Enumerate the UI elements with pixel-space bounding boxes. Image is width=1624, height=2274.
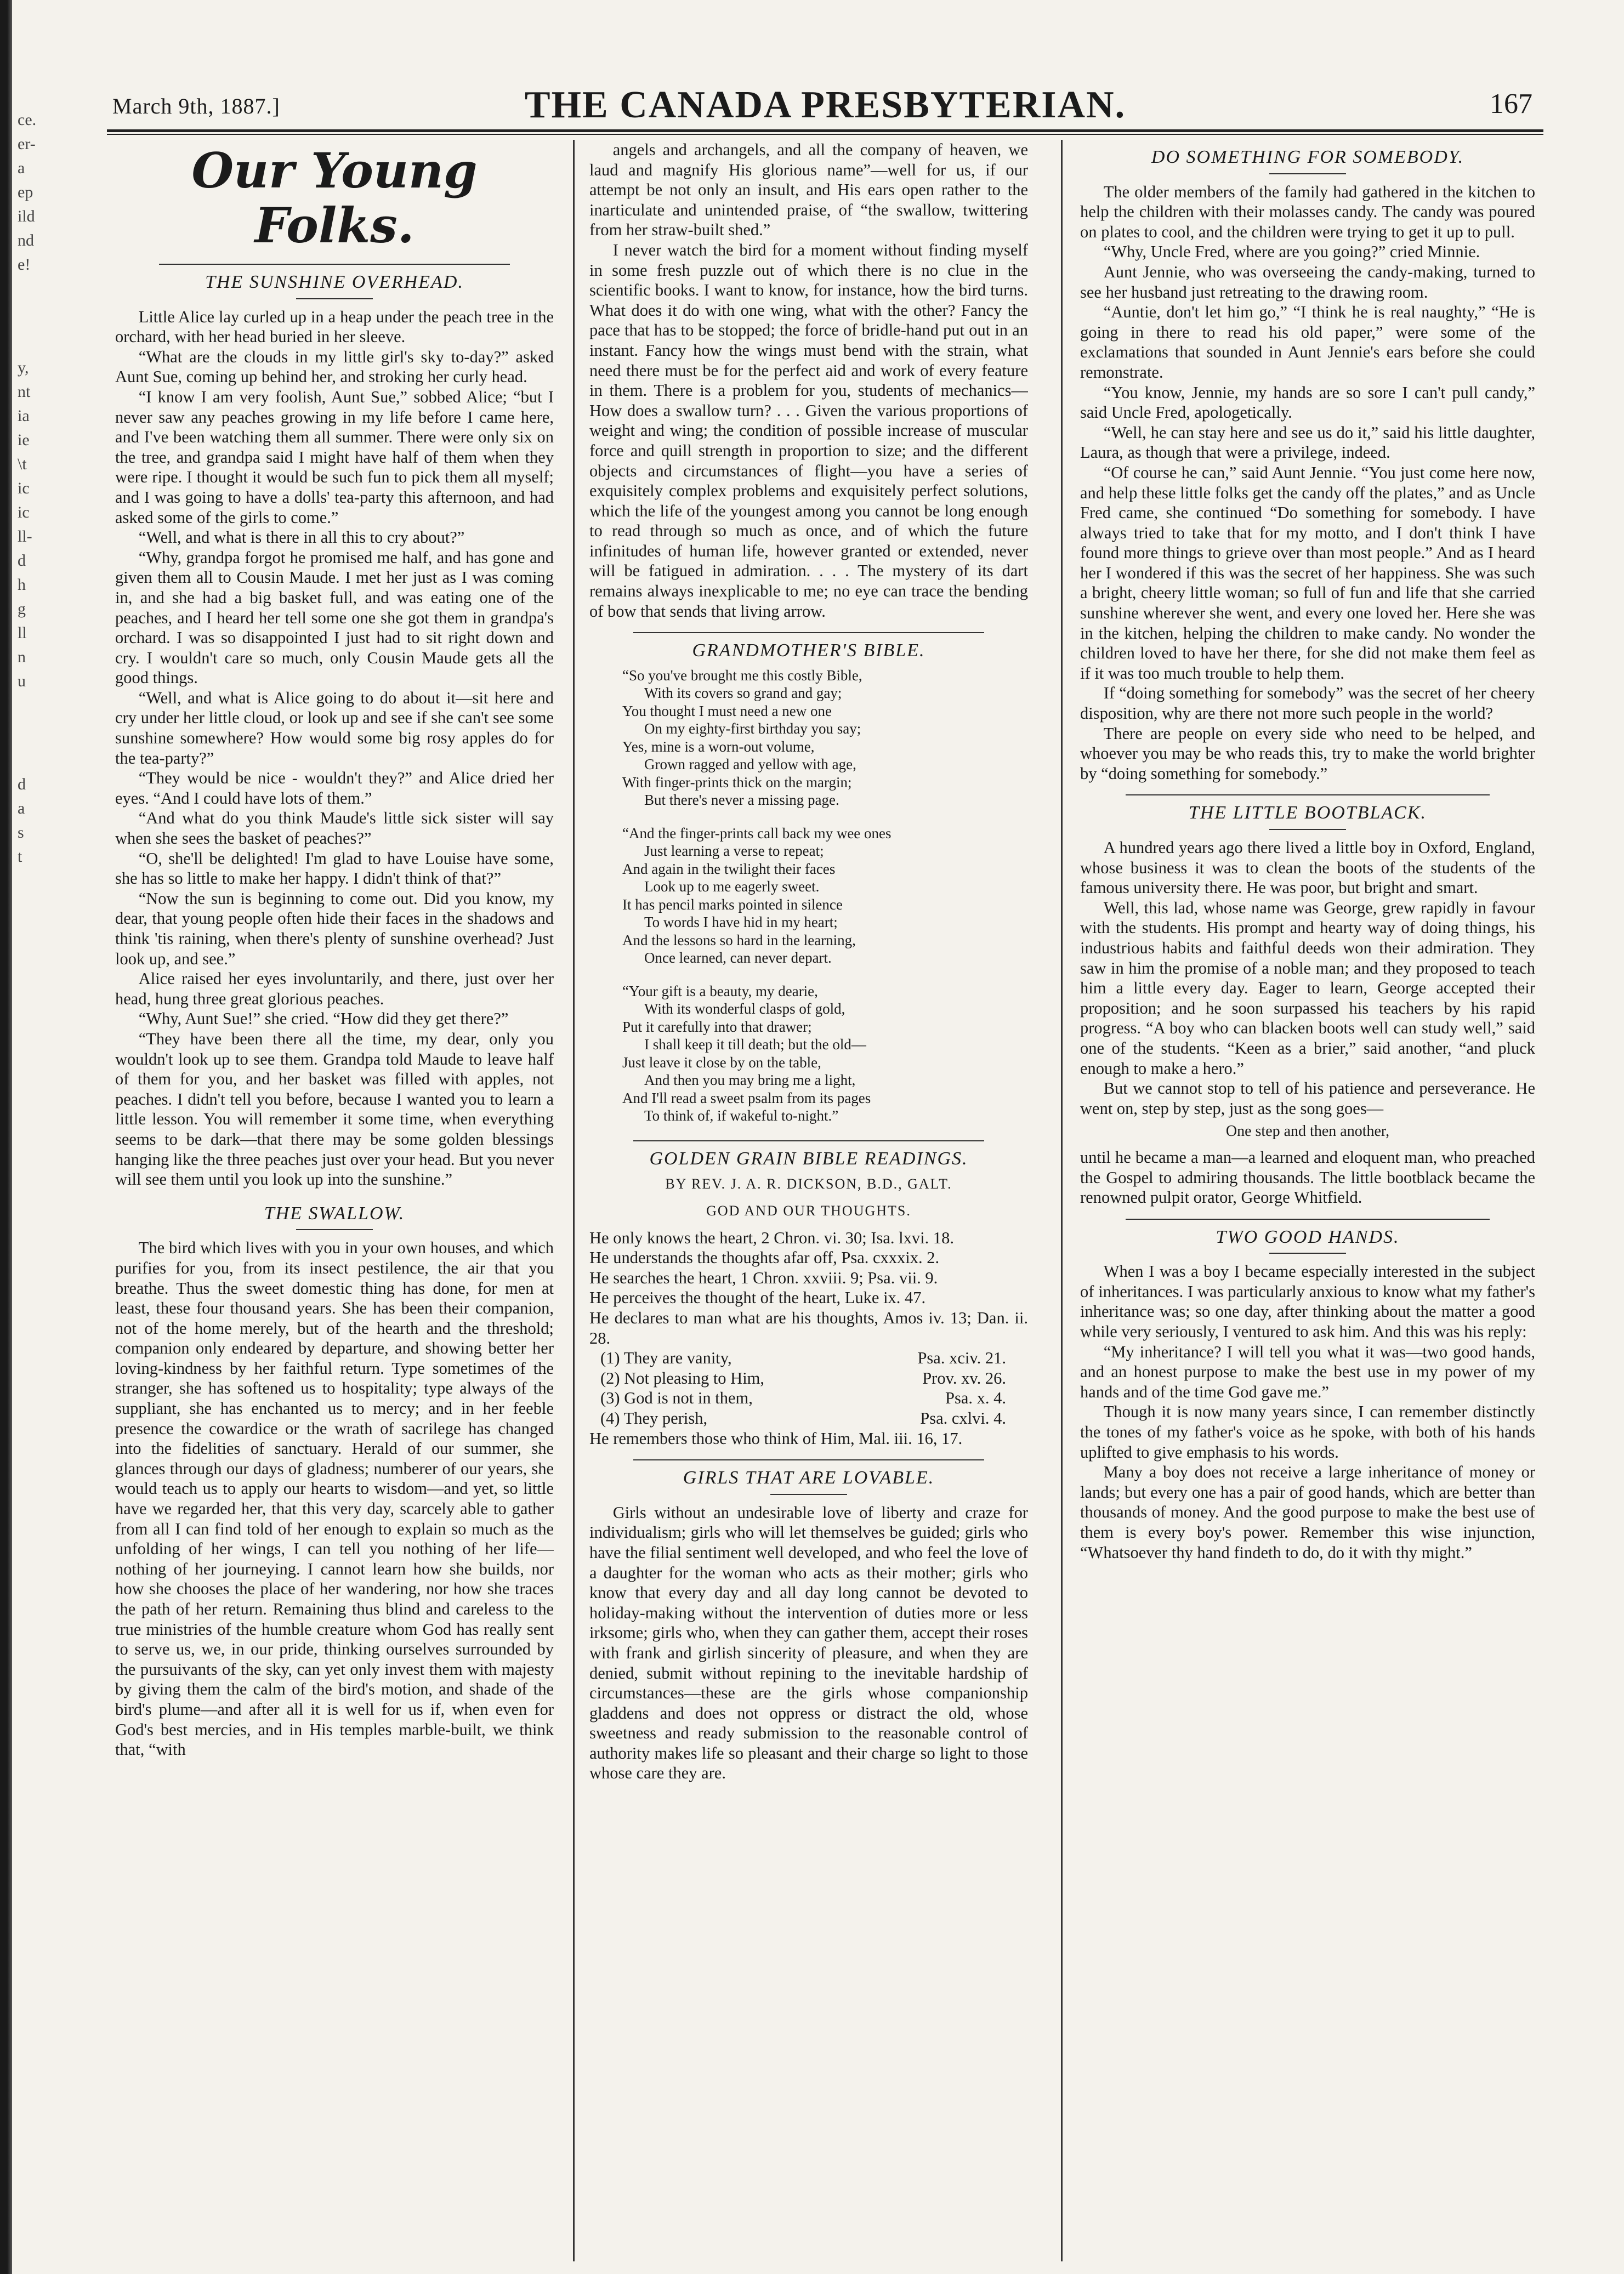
- article-paragraph: Many a boy does not receive a large inheritance of money or lands; but every one has a pair of good hands, which are better than thousands of money. And the good purpose to make the best use of them is every boy's power. Remember this wise injunction, “Whatsoever thy hand findeth to do, do it with thy might.”: [1080, 1463, 1535, 1562]
- bleed-fragment: n: [18, 648, 26, 666]
- page-number: 167: [1490, 88, 1532, 120]
- bible-readings: [589, 1228, 1028, 1349]
- bleed-fragment: ie: [18, 431, 30, 449]
- list-item: [589, 1408, 1028, 1429]
- poem-line: But there's never a missing page.: [644, 792, 839, 809]
- article-paragraph: Girls without an undesirable love of liberty and craze for individualism; girls who will let themselves be guided; girls who have the filial sentiment well developed, and who feel the love of a daughter for the woman who acts as their mother; girls who know that every day and all day long cannot be devoted to holiday-making without the intervention of duties more or less irksome; girls who, when they can gather them, accept their roses with frank and girlish sincerity of pleasure, and when they are denied, submit without repining to the inevitable hardship of circumstances—these are the girls whose companionship gladdens and does not oppress or distract the old, whose sweetness and ready submission to the reasonable control of authority makes life so pleasant and their charge so light to those whose care they are.: [589, 1503, 1028, 1783]
- bleed-fragment: ic: [18, 503, 30, 521]
- article-paragraph: “My inheritance? I will tell you what it was—two good hands, and an honest purpose to make the best use in my power of my hands and of the time God gave me.”: [1080, 1342, 1535, 1401]
- bleed-fragment: e!: [18, 255, 31, 274]
- bleed-fragment: er-: [18, 135, 36, 153]
- article-paragraph: “Why, Uncle Fred, where are you going?” cried Minnie.: [1103, 242, 1480, 261]
- bleed-fragment: ep: [18, 183, 33, 201]
- bleed-fragment: u: [18, 672, 26, 690]
- poem-stanza: [589, 825, 1028, 967]
- bleed-fragment: t: [18, 848, 22, 866]
- newspaper-title: THE CANADA PRESBYTERIAN.: [524, 84, 1126, 126]
- bible-reading-line: He remembers those who think of Him, Mal. iii. 16, 17.: [589, 1429, 963, 1448]
- article-paragraph: “Now the sun is beginning to come out. Did you know, my dear, that young people often hide their faces in the shadows and think 'tis raining, when there's plenty of sunshine overhead? Just look up, and see.”: [115, 889, 554, 968]
- bible-reading-line: He only knows the heart, 2 Chron. vi. 30; Isa. lxvi. 18.: [589, 1228, 954, 1247]
- binding-edge: [0, 0, 12, 2274]
- article-body-sunshine: [115, 307, 554, 1190]
- poem-line: Just leave it close by on the table,: [622, 1054, 821, 1071]
- article-paragraph: There are people on every side who need to be helped, and whoever you may be who reads this, try to make the world brighter by “doing something for somebody.”: [1080, 724, 1535, 783]
- article-body-bootblack: [1080, 838, 1535, 1118]
- article-paragraph: “Of course he can,” said Aunt Jennie. “You just come here now, and help these little folks get the candy off the plates,” and as Uncle Fred came, she continued “Do something for somebody. I have always tried to take that for my motto, and I don't think I have found more things to grieve over than most people.” And as I heard her I wondered if this was the secret of her happiness. She was such a bright, cheery little woman; so full of fun and life that she carried sunshine wherever she went, and every one loved her. Here she was in the kitchen, helping the children to make candy. No wonder the children loved to have her there, for she did not make them feel as if it was too much trouble to help them.: [1080, 463, 1535, 683]
- list-item-reference: Prov. xv. 26.: [922, 1368, 1006, 1388]
- article-paragraph: When I was a boy I became especially interested in the subject of inheritances. I was particularly anxious to know what my father's inheritance was; so one day, after thinking about the matter a good while very seriously, I ventured to ask him. And this was his reply:: [1080, 1262, 1535, 1341]
- poem-line: “Your gift is a beauty, my dearie,: [622, 982, 818, 999]
- poem-stanza: [589, 982, 1028, 1125]
- divider: [1126, 1219, 1490, 1220]
- poem-line: It has pencil marks pointed in silence: [622, 896, 843, 913]
- divider: [633, 632, 984, 633]
- bible-reading-line: He understands the thoughts afar off, Psa. cxxxix. 2.: [589, 1248, 940, 1267]
- article-body-swallow: [115, 1238, 554, 1759]
- article-title-girls: GIRLS THAT ARE LOVABLE.: [683, 1468, 935, 1488]
- column-1: [115, 140, 554, 2261]
- bleed-through-margin: [18, 110, 100, 1645]
- divider: [159, 264, 510, 265]
- poem-line: And the lessons so hard in the learning,: [622, 931, 856, 948]
- article-paragraph: Well, this lad, whose name was George, grew rapidly in favour with the students. His prompt and hearty way of doing things, his industrious habits and faithful deeds won their admiration. They saw in him the promise of a noble man; and they proposed to teach him a little every day. Eager to learn, George accepted their proposition; and he soon surpassed his teachers by his rapid progress. “A boy who can blacken boots well can study well,” said one of the students. “Keen as a brier,” said another, “and pluck enough to make a hero.”: [1080, 898, 1535, 1078]
- divider: [633, 1459, 984, 1460]
- bleed-fragment: ic: [18, 479, 30, 497]
- list-item-text: (2) Not pleasing to Him,: [600, 1368, 765, 1388]
- header-rule: [107, 129, 1543, 135]
- article-title-swallow: THE SWALLOW.: [264, 1203, 405, 1224]
- article-paragraph: “Well, he can stay here and see us do it,” said his little daughter, Laura, as though that were a privilege, indeed.: [1080, 423, 1535, 462]
- poem-line: And I'll read a sweet psalm from its pages: [622, 1089, 871, 1106]
- column-3: [1080, 140, 1535, 2261]
- page-header: [107, 71, 1543, 132]
- column-divider: [1061, 140, 1063, 2261]
- divider: [1126, 794, 1490, 795]
- section-masthead: Our Young Folks.: [191, 142, 478, 254]
- divider: [1269, 173, 1346, 174]
- article-paragraph: “O, she'll be delighted! I'm glad to have Louise have some, she has so little to make her happy. I didn't think of that?”: [115, 849, 554, 888]
- article-paragraph: Little Alice lay curled up in a heap under the peach tree in the orchard, with her head buried in her sleeve.: [115, 307, 554, 346]
- poem-line: With finger-prints thick on the margin;: [622, 774, 852, 791]
- poem-title: GRANDMOTHER'S BIBLE.: [692, 640, 925, 661]
- article-paragraph: “You know, Jennie, my hands are so sore I can't pull candy,” said Uncle Fred, apologetically.: [1080, 383, 1535, 422]
- bible-reading-line: He perceives the thought of the heart, Luke ix. 47.: [589, 1288, 926, 1307]
- poem-line: Yes, mine is a worn-out volume,: [622, 738, 815, 755]
- article-paragraph: “They have been there all the time, my dear, only you wouldn't look up to see them. Grandpa told Maude to leave half of them for you, and her basket was filled with apples, not peaches. I didn't tell you before, because I wanted you to learn a little lesson. You will remember it some time, when everything seems to be dark—that there may be some golden blessings hanging like the three peaches just over your head. But you never will see them until you look up into the sunshine.”: [115, 1029, 554, 1189]
- article-paragraph: I never watch the bird for a moment without finding myself in some fresh puzzle out of which there is no clue in the scientific books. I want to know, for instance, how the bird turns. What does it do with one wing, what with the other? Fancy the pace that has to be stopped; the force of bridle-hand put out in an instant. Fancy how the wings must bend with the strain, what need there must be for the perfect aid and work of every feature in them. There is a problem for you, students of mechanics—How does a swallow turn? . . . Given the various proportions of weight and wing; the condition of possible increase of muscular force and quill strength in proportion to size; and the different objects and circumstances of flight—you have a series of exquisitely complex problems and exquisitely perfect solutions, which the life of the youngest among you cannot be long enough to read through so much as once, and of which the future infinitudes of human life, however granted or extended, never will be fatigued in admiration. . . . The mystery of its dart remains always inexplicable to me; no eye can trace the bending of bow that sends that living arrow.: [589, 240, 1028, 621]
- bleed-fragment: ll-: [18, 527, 32, 545]
- bleed-fragment: ild: [18, 207, 35, 225]
- bleed-fragment: ll: [18, 624, 27, 642]
- poem-line: Just learning a verse to repeat;: [644, 843, 824, 860]
- article-title-sunshine: THE SUNSHINE OVERHEAD.: [205, 272, 464, 292]
- poem-line: Grown ragged and yellow with age,: [644, 756, 856, 773]
- article-paragraph: until he became a man—a learned and eloquent man, who preached the Gospel to admiring thousands. The little bootblack became the renowned pulpit orator, George Whitfield.: [1080, 1147, 1535, 1207]
- list-item-text: (1) They are vanity,: [600, 1349, 732, 1368]
- article-paragraph: “And what do you think Maude's little sick sister will say when she sees the basket of peaches?”: [115, 809, 554, 848]
- article-title-two-good-hands: TWO GOOD HANDS.: [1216, 1226, 1400, 1247]
- column-2: [589, 140, 1028, 2261]
- poem-line: With its wonderful clasps of gold,: [644, 1000, 845, 1017]
- bleed-fragment: h: [18, 576, 26, 594]
- divider: [296, 298, 373, 299]
- divider: [770, 1494, 847, 1495]
- article-paragraph: “What are the clouds in my little girl's sky to-day?” asked Aunt Sue, coming up behind her, and stroking her curly head.: [115, 347, 554, 386]
- issue-date: March 9th, 1887.]: [112, 94, 280, 118]
- bleed-fragment: d: [18, 775, 26, 793]
- article-paragraph: “I know I am very foolish, Aunt Sue,” sobbed Alice; “but I never saw any peaches growing in my life before I came here, and I've been watching them all summer. There were only six on the tree, and grandpa said I might have half of them when they were ripe. I thought it would be such fun to pick them all myself; and I was going to have a dolls' tea-party this afternoon, and had asked some of the girls to come.”: [115, 387, 554, 527]
- poem-line: With its covers so grand and gay;: [644, 685, 842, 702]
- bleed-fragment: ia: [18, 407, 30, 425]
- article-paragraph: “They would be nice - wouldn't they?” and Alice dried her eyes. “And I could have lots of them.”: [115, 769, 554, 808]
- bleed-fragment: a: [18, 799, 25, 817]
- article-title-golden-grain: GOLDEN GRAIN BIBLE READINGS.: [649, 1148, 968, 1169]
- article-paragraph: If “doing something for somebody” was the secret of her cheery disposition, why are there not more such people in the world?: [1080, 684, 1535, 723]
- poem-line: To think of, if wakeful to-night.”: [644, 1107, 839, 1124]
- list-item: [589, 1388, 1028, 1408]
- article-body-girls: [589, 1503, 1028, 1783]
- poem-line: To words I have hid in my heart;: [644, 914, 838, 931]
- article-paragraph: But we cannot stop to tell of his patience and perseverance. He went on, step by step, just as the song goes—: [1080, 1079, 1535, 1118]
- poem-line: On my eighty-first birthday you say;: [644, 720, 861, 737]
- list-item-reference: Psa. x. 4.: [945, 1389, 1006, 1408]
- article-body-do-something: [1080, 182, 1535, 784]
- article-paragraph: A hundred years ago there lived a little boy in Oxford, England, whose business it was to clean the boots of the students of the famous university there. He was poor, but bright and smart.: [1080, 838, 1535, 897]
- article-paragraph: angels and archangels, and all the company of heaven, we laud and magnify His glorious name”—well for us, if our attempt be not only an insult, and His ears open rather to the inarticulate and unintended praise, of “the swallow, twittering from her straw-built shed.”: [589, 140, 1028, 240]
- article-paragraph: “Why, grandpa forgot he promised me half, and has gone and given them all to Cousin Maude. I met her just as I was coming in, and she had a big basket full, and was eating one of the peaches, and I heard her tell some one she got them in grandpa's orchard. I was so disappointed I just had to sit right down and cry. I wouldn't care so much, only Cousin Maude gets all the good things.: [115, 548, 554, 687]
- bible-reading-line: He declares to man what are his thoughts, Amos iv. 13; Dan. ii. 28.: [589, 1309, 1028, 1348]
- bleed-fragment: a: [18, 159, 25, 177]
- bleed-fragment: y,: [18, 359, 29, 377]
- poem-line: Once learned, can never depart.: [644, 950, 832, 967]
- bleed-fragment: nt: [18, 383, 31, 401]
- list-item-text: (4) They perish,: [600, 1408, 708, 1428]
- article-paragraph: Alice raised her eyes involuntarily, and there, just over her head, hung three great glorious peaches.: [115, 969, 554, 1008]
- byline: BY REV. J. A. R. DICKSON, B.D., GALT.: [665, 1176, 952, 1192]
- song-line: One step and then another,: [1225, 1123, 1390, 1140]
- article-body-swallow-continued: [589, 140, 1028, 621]
- article-paragraph: Though it is now many years since, I can remember distinctly the tones of my father's voice as he spoke, with both of his hands uplifted to give emphasis to his words.: [1080, 1402, 1535, 1462]
- bleed-fragment: nd: [18, 231, 34, 249]
- poem-line: “So you've brought me this costly Bible,: [622, 667, 862, 684]
- article-paragraph: “Well, and what is Alice going to do about it—sit here and cry under her little cloud, or look up and see if she can't see some sunshine somewhere? How would some big rosy apples do for the tea-party?”: [115, 688, 554, 768]
- poem-body: [589, 667, 1028, 1125]
- subheading: GOD AND OUR THOUGHTS.: [706, 1203, 911, 1219]
- poem-line: And again in the twilight their faces: [622, 860, 836, 877]
- poem-line: You thought I must need a new one: [622, 702, 832, 719]
- poem-line: And then you may bring me a light,: [644, 1072, 856, 1089]
- article-body-two-good-hands: [1080, 1261, 1535, 1562]
- poem-stanza: [589, 667, 1028, 809]
- bible-reading-line: He searches the heart, 1 Chron. xxviii. 9; Psa. vii. 9.: [589, 1268, 938, 1287]
- poem-line: “And the finger-prints call back my wee ones: [622, 825, 892, 842]
- list-item-text: (3) God is not in them,: [600, 1389, 753, 1408]
- article-paragraph: The older members of the family had gathered in the kitchen to help the children with their molasses candy. The candy was poured on plates to cool, and the children were trying to get it up to pull.: [1080, 182, 1535, 241]
- column-divider: [573, 140, 575, 2261]
- article-title-do-something: DO SOMETHING FOR SOMEBODY.: [1151, 147, 1464, 167]
- article-title-bootblack: THE LITTLE BOOTBLACK.: [1188, 803, 1427, 823]
- list-item: [589, 1368, 1028, 1389]
- article-paragraph: Aunt Jennie, who was overseeing the candy-making, turned to see her husband just retreating to the drawing room.: [1080, 262, 1535, 302]
- bleed-fragment: \t: [18, 455, 27, 473]
- divider: [633, 1140, 984, 1141]
- article-paragraph: The bird which lives with you in your own houses, and which purifies for you, from its insect pestilence, the air that you breathe. Thus the sweet domestic thing has done, for men at least, these four thousand years. She has been their companion, not of the home merely, but of the hearth and the threshold; companion only endeared by departure, and showing better her loving-kindness by her faithful return. Type sometimes of the stranger, she has softened us to hospitality; type always of the suppliant, she has enchanted us to mercy; and in her feeble presence the cowardice or the wrath of sacrilege has changed into the fidelities of sanctuary. Herald of our summer, she glances through our days of gladness; numberer of our years, she would teach us to apply our hearts to wisdom—and yet, so little have we regarded her, that this very day, scarcely able to gather from all I can find told of her enough to explain so much as the unfolding of her wings, I can tell you nothing of her life—nothing of her journeying. I cannot learn how she builds, nor how she chooses the place of her wandering, nor how she traces the path of her return. Remaining thus blind and careless to the true ministries of the humble creature whom God has really sent to serve us, we, in our pride, thinking ourselves surrounded by the pursuivants of the sky, can yet only invest them with majesty by giving them the calm of the bird's motion, and shade of the bird's plume—and after all it is well for us if, when even for God's best mercies, and in His temples marble-built, we think that, “with: [115, 1238, 554, 1759]
- divider: [1269, 829, 1346, 830]
- bible-readings-list: [589, 1348, 1028, 1428]
- bleed-fragment: g: [18, 600, 26, 618]
- divider: [296, 1229, 373, 1230]
- list-item: [589, 1348, 1028, 1368]
- list-item-reference: Psa. xciv. 21.: [917, 1349, 1006, 1368]
- article-paragraph: “Why, Aunt Sue!” she cried. “How did they get there?”: [138, 1009, 509, 1028]
- bleed-fragment: ce.: [18, 111, 37, 129]
- poem-line: I shall keep it till death; but the old—: [644, 1036, 866, 1053]
- bleed-fragment: d: [18, 552, 26, 570]
- list-item-reference: Psa. cxlvi. 4.: [920, 1408, 1006, 1428]
- bleed-fragment: s: [18, 823, 24, 842]
- article-paragraph: “Auntie, don't let him go,” “I think he is real naughty,” “He is going in there to read his old paper,” were some of the exclamations that sounded in Aunt Jennie's ears before she could remonstrate.: [1080, 303, 1535, 382]
- poem-line: Put it carefully into that drawer;: [622, 1018, 812, 1035]
- article-paragraph: “Well, and what is there in all this to cry about?”: [138, 528, 465, 547]
- divider: [1269, 1253, 1346, 1254]
- poem-line: Look up to me eagerly sweet.: [644, 878, 820, 895]
